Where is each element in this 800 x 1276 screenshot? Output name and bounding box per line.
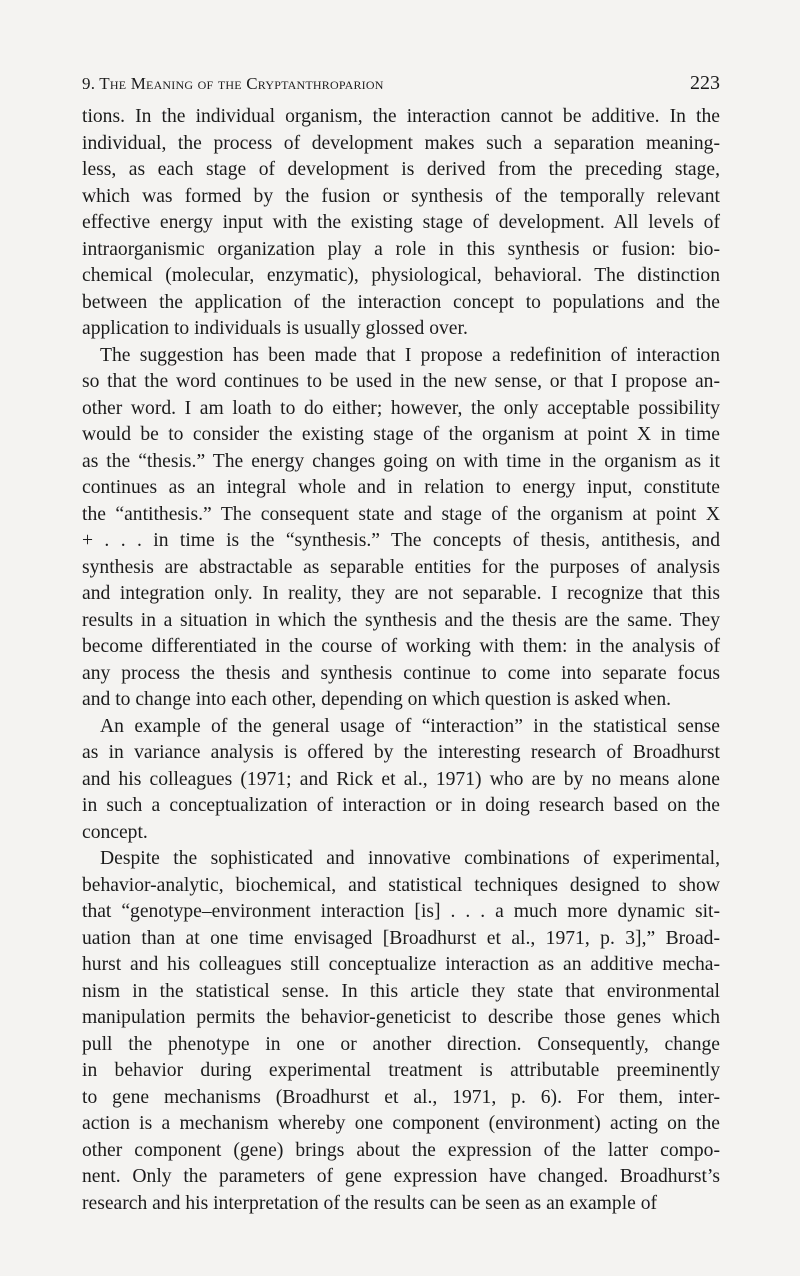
text-line: individual, the process of development makes such a separation meaning- [82,132,720,154]
text-line: in such a conceptualization of interaction or in doing research based on the [82,795,720,816]
text-line: and his colleagues (1971; and Rick et al., 1971) who are by no means alone [82,768,720,790]
text-line: so that the word continues to be used in the new sense, or that I propose an- [82,371,720,392]
paragraph [82,714,720,847]
text-line: effective energy input with the existing stage of development. All levels of [82,212,720,233]
text-line: become differentiated in the course of working with them: in the analysis of [82,636,720,657]
text-line: between the application of the interaction concept to populations and the [82,291,720,313]
text-line: An example of the general usage of “interaction” in the statistical sense [100,715,720,737]
text-line: results in a situation in which the synthesis and the thesis are the same. They [82,609,720,631]
text-line: and to change into each other, depending on which question is asked when. [82,689,672,710]
text-line: chemical (molecular, enzymatic), physiological, behavioral. The distinction [82,265,720,286]
paragraph [82,846,720,1217]
text-line: that “genotype–environment interaction [is] . . . a much more dynamic sit- [82,901,720,922]
text-line: other component (gene) brings about the expression of the latter compo- [82,1139,720,1161]
running-head-title: 9. The Meaning of the Cryptanthroparion [82,74,384,93]
text-line: uation than at one time envisaged [Broadhurst et al., 1971, p. 3],” Broad- [82,927,720,949]
text-line: Despite the sophisticated and innovative combinations of experimental, [100,848,720,869]
text-line: which was formed by the fusion or synthesis of the temporally relevant [82,185,720,207]
paragraph [82,343,720,714]
text-line: + . . . in time is the “synthesis.” The concepts of thesis, antithesis, and [82,530,720,551]
text-line: tions. In the individual organism, the interaction cannot be additive. In the [82,106,720,127]
text-line: would be to consider the existing stage of the organism at point X in time [82,424,720,445]
text-line: in behavior during experimental treatment is attributable preeminently [82,1060,720,1081]
body-text [82,104,720,1217]
text-line: application to individuals is usually glossed over. [82,318,468,339]
text-line: any process the thesis and synthesis continue to come into separate focus [82,662,720,684]
text-line: other word. I am loath to do either; however, the only acceptable possibility [82,397,720,419]
text-line: The suggestion has been made that I propose a redefinition of interaction [100,344,720,366]
text-line: nism in the statistical sense. In this article they state that environmental [82,980,720,1002]
text-line: pull the phenotype in one or another direction. Consequently, change [82,1033,720,1055]
page-number: 223 [690,72,720,94]
text-line: and integration only. In reality, they are not separable. I recognize that this [82,583,720,604]
text-line: the “antithesis.” The consequent state and stage of the organism at point X [82,503,720,525]
paragraph [82,104,720,343]
running-head [82,72,720,95]
text-line: to gene mechanisms (Broadhurst et al., 1971, p. 6). For them, inter- [82,1086,720,1108]
text-line: synthesis are abstractable as separable entities for the purposes of analysis [82,556,720,578]
text-line: concept. [82,821,148,843]
text-line: manipulation permits the behavior-geneticist to describe those genes which [82,1007,720,1028]
text-line: action is a mechanism whereby one component (environment) acting on the [82,1113,720,1134]
text-line: continues as an integral whole and in relation to energy input, constitute [82,477,720,498]
text-line: less, as each stage of development is derived from the preceding stage, [82,159,720,180]
text-line: intraorganismic organization play a role in this synthesis or fusion: bio- [82,238,720,260]
text-line: research and his interpretation of the results can be seen as an example of [82,1192,658,1214]
text-line: as the “thesis.” The energy changes going on with time in the organism as it [82,450,720,472]
text-line: nent. Only the parameters of gene expression have changed. Broadhurst’s [82,1166,720,1187]
text-line: as in variance analysis is offered by the interesting research of Broadhurst [82,742,720,763]
text-line: hurst and his colleagues still conceptualize interaction as an additive mecha- [82,954,720,975]
text-line: behavior-analytic, biochemical, and statistical techniques designed to show [82,874,720,896]
